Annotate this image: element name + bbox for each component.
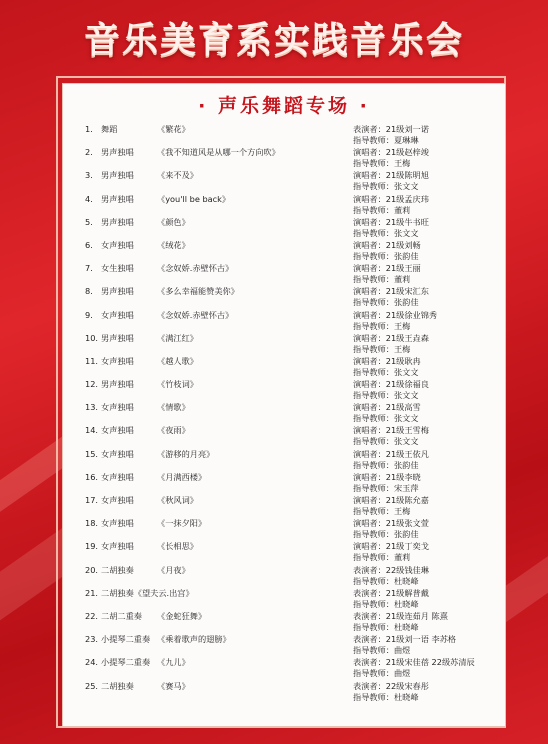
program-title: 《秋风词》 — [157, 495, 198, 505]
program-type: 女声独唱 — [101, 448, 134, 459]
instructor-line: 指导教师：张韵佳 — [353, 250, 419, 261]
instructor-line: 指导教师：张韵佳 — [353, 297, 419, 308]
program-row — [85, 449, 499, 472]
program-title: 《念奴娇.赤壁怀古》 — [157, 309, 234, 320]
performer-line: 演唱者：21级王雪梅 — [353, 425, 429, 436]
program-number: 14. — [85, 425, 99, 436]
program-number: 11. — [85, 355, 99, 366]
program-row — [85, 240, 499, 263]
program-type: 女声独唱 — [101, 471, 134, 482]
program-row — [85, 147, 499, 170]
program-number: 23. — [85, 634, 99, 645]
program-title: 《月夜》 — [157, 564, 190, 575]
program-type: 女声独唱 — [101, 541, 134, 552]
program-type: 小提琴二重奏 — [101, 634, 151, 645]
program-type: 男声独唱 — [101, 332, 134, 343]
instructor-line: 指导教师：张文文 — [353, 181, 419, 192]
instructor-line: 指导教师：张文文 — [353, 366, 419, 377]
program-type: 小提琴二重奏 — [101, 657, 151, 668]
program-type: 男声独唱 — [101, 379, 134, 390]
instructor-line: 指导教师：杜晓峰 — [353, 691, 419, 702]
program-row — [85, 402, 499, 425]
program-title: 《我不知道风是从哪一个方向吹》 — [157, 147, 280, 158]
program-number: 3. — [85, 170, 93, 181]
program-type: 男声独唱 — [101, 193, 134, 204]
performer-line: 演唱者：21级徐福良 — [353, 379, 429, 390]
program-title: 《满江红》 — [157, 332, 198, 343]
program-type: 二胡二重奏 — [101, 610, 142, 621]
program-number: 1. — [85, 124, 93, 134]
program-row — [85, 634, 499, 657]
program-number: 18. — [85, 518, 99, 529]
program-number: 10. — [85, 332, 99, 343]
program-number: 9. — [85, 309, 93, 320]
program-number: 15. — [85, 448, 99, 459]
program-type: 女声独唱 — [101, 425, 134, 436]
performer-line: 演唱者：21级王垚森 — [353, 332, 429, 343]
program-title: 《念奴娇.赤壁怀古》 — [157, 263, 234, 274]
program-title: 《繁花》 — [157, 124, 190, 134]
instructor-line: 指导教师：杜晓峰 — [353, 598, 419, 609]
program-number: 12. — [85, 379, 99, 390]
program-number: 8. — [85, 286, 93, 297]
performer-line: 表演者：21级解普戴 — [353, 587, 429, 598]
performer-line: 演唱者：21级孟庆玮 — [353, 193, 429, 204]
performer-line: 表演者：22级钱佳琳 — [353, 564, 429, 575]
instructor-line: 指导教师：张文文 — [353, 227, 419, 238]
program-row — [85, 194, 499, 217]
instructor-line: 指导教师：王梅 — [353, 343, 411, 354]
program-title: 《赛马》 — [157, 680, 190, 691]
instructor-line: 指导教师：董莉 — [353, 552, 411, 563]
performer-line: 演唱者：21级丁奕戈 — [353, 541, 429, 552]
performer-line: 演唱者：21级张文萱 — [353, 518, 429, 529]
program-row — [85, 217, 499, 240]
program-title: 《九儿》 — [157, 657, 190, 668]
program-title: 《颜色》 — [157, 216, 190, 227]
program-number: 19. — [85, 541, 99, 552]
program-type: 女声独唱 — [101, 239, 134, 250]
program-row — [85, 124, 499, 147]
program-title: 《来不及》 — [157, 170, 198, 181]
program-title: 《越人歌》 — [157, 355, 198, 366]
program-title: 《月满西楼》 — [157, 471, 207, 482]
program-type: 二胡独奏《望夫云.出宫》 — [101, 587, 194, 598]
performer-line: 演唱者：21级耿冉 — [353, 355, 421, 366]
performer-line: 演唱者：21级李晓 — [353, 471, 421, 482]
performer-line: 演唱者：21级陈允嘉 — [353, 495, 429, 505]
program-row — [85, 286, 499, 309]
instructor-line: 指导教师：张韵佳 — [353, 459, 419, 470]
program-row — [85, 472, 499, 495]
program-type: 舞蹈 — [101, 124, 118, 134]
program-type: 女声独唱 — [101, 495, 134, 505]
program-number: 6. — [85, 239, 93, 250]
instructor-line: 指导教师：张韵佳 — [353, 529, 419, 540]
program-type: 女声独唱 — [101, 355, 134, 366]
program-title: 《乘着歌声的翅膀》 — [157, 634, 231, 645]
program-title: 《长相思》 — [157, 541, 198, 552]
program-title: 《绒花》 — [157, 239, 190, 250]
program-title: 《竹枝词》 — [157, 379, 198, 390]
performer-line: 演唱者：21级牛书旺 — [353, 216, 429, 227]
program-row — [85, 356, 499, 379]
program-row — [85, 495, 499, 518]
instructor-line: 指导教师：曲煜 — [353, 668, 411, 679]
program-row — [85, 588, 499, 611]
program-number: 7. — [85, 263, 93, 274]
program-type: 男声独唱 — [101, 147, 134, 158]
program-number: 5. — [85, 216, 93, 227]
instructor-line: 指导教师：张文文 — [353, 436, 419, 447]
poster-title: 音乐美育系实践音乐会 — [83, 20, 464, 61]
instructor-line: 指导教师：张文文 — [353, 413, 419, 424]
program-panel — [63, 84, 505, 726]
program-title: 《夜雨》 — [157, 425, 190, 436]
instructor-line: 指导教师：杜晓峰 — [353, 575, 419, 586]
program-row — [85, 541, 499, 564]
performer-line: 表演者：21级刘一语 李苏格 — [353, 634, 457, 645]
program-row — [85, 611, 499, 634]
program-row — [85, 333, 499, 356]
instructor-line: 指导教师：董莉 — [353, 204, 411, 215]
instructor-line: 指导教师：董莉 — [353, 274, 411, 285]
program-number: 21. — [85, 587, 99, 598]
program-number: 20. — [85, 564, 99, 575]
performer-line: 表演者：21级刘一诺 — [353, 124, 429, 134]
performer-line: 演唱者：21级赵梓竣 — [353, 147, 429, 158]
instructor-line: 指导教师：王梅 — [353, 320, 411, 331]
program-type: 男声独唱 — [101, 170, 134, 181]
program-title: 《情歌》 — [157, 402, 190, 413]
program-title: 《金蛇狂舞》 — [157, 610, 207, 621]
program-type: 男声独唱 — [101, 216, 134, 227]
program-list — [85, 124, 499, 704]
program-number: 17. — [85, 495, 99, 505]
instructor-line: 指导教师：杜晓峰 — [353, 621, 419, 632]
program-number: 4. — [85, 193, 93, 204]
program-row — [85, 657, 499, 680]
performer-line: 演唱者：21级王丽 — [353, 263, 421, 274]
program-row — [85, 170, 499, 193]
performer-line: 演唱者：21级高雪 — [353, 402, 421, 413]
program-row — [85, 379, 499, 402]
instructor-line: 指导教师：王梅 — [353, 506, 411, 516]
program-type: 女声独唱 — [101, 518, 134, 529]
program-number: 16. — [85, 471, 99, 482]
performer-line: 表演者：21级连茹月 陈熹 — [353, 610, 448, 621]
program-row — [85, 310, 499, 333]
program-type: 女生独唱 — [101, 263, 134, 274]
instructor-line: 指导教师：王梅 — [353, 158, 411, 169]
program-number: 24. — [85, 657, 99, 668]
program-type: 二胡独奏 — [101, 564, 134, 575]
program-title: 《游移的月亮》 — [157, 448, 215, 459]
program-type: 男声独唱 — [101, 286, 134, 297]
section-title: · 声乐舞蹈专场 · — [198, 95, 370, 117]
instructor-line: 指导教师：曲煜 — [353, 645, 411, 656]
instructor-line: 指导教师：宋玉萍 — [353, 482, 419, 493]
program-type: 女声独唱 — [101, 402, 134, 413]
program-row — [85, 518, 499, 541]
program-type: 二胡独奏 — [101, 680, 134, 691]
program-type: 女声独唱 — [101, 309, 134, 320]
performer-line: 表演者：21级宋佳蓓 22级苏清辰 — [353, 657, 475, 668]
performer-line: 表演者：22级宋春彤 — [353, 680, 429, 691]
program-number: 13. — [85, 402, 99, 413]
instructor-line: 指导教师：张文文 — [353, 390, 419, 401]
program-number: 22. — [85, 610, 99, 621]
program-row — [85, 681, 499, 704]
performer-line: 演唱者：21级陈明旭 — [353, 170, 429, 181]
program-title: 《多么幸福能赞美你》 — [157, 286, 239, 297]
program-row — [85, 263, 499, 286]
performer-line: 演唱者：21级刘畅 — [353, 239, 421, 250]
program-title: 《you'll be back》 — [157, 193, 231, 204]
performer-line: 演唱者：21级宋汇东 — [353, 286, 429, 297]
program-number: 25. — [85, 680, 99, 691]
instructor-line: 指导教师：夏琳琳 — [353, 135, 419, 145]
program-row — [85, 425, 499, 448]
program-title: 《一抹夕阳》 — [157, 518, 207, 529]
performer-line: 演唱者：21级王依凡 — [353, 448, 429, 459]
program-row — [85, 565, 499, 588]
program-number: 2. — [85, 147, 93, 158]
performer-line: 演唱者：21级徐业锦秀 — [353, 309, 438, 320]
